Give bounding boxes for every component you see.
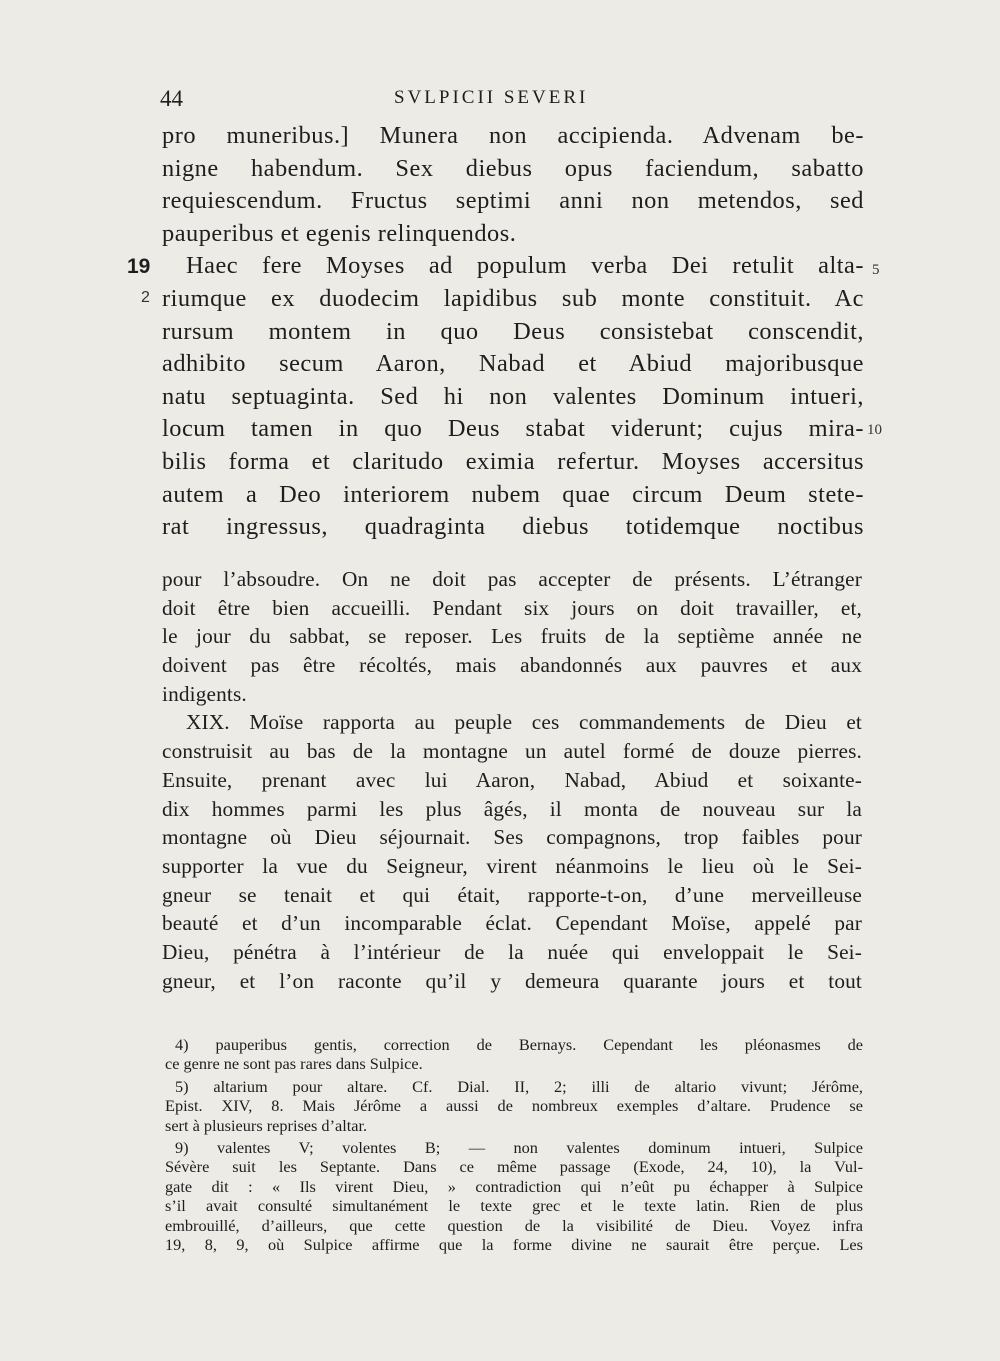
french-line: Ensuite, prenant avec lui Aaron, Nabad, Abiud et soixante- <box>162 767 862 792</box>
french-line: doivent pas être récoltés, mais abandonnés aux pauvres et aux <box>162 653 862 678</box>
footnote-line: 5) altarium pour altare. Cf. Dial. II, 2; illi de altario vivunt; Jérôme, <box>175 1076 863 1096</box>
french-line: indigents. <box>162 681 247 706</box>
french-line: construisit au bas de la montagne un autel formé de douze pierres. <box>162 739 862 764</box>
french-line: XIX. Moïse rapporta au peuple ces commandements de Dieu et <box>186 710 862 735</box>
footnotes <box>165 1035 863 1254</box>
footnote-line: sert à plusieurs reprises d’altar. <box>165 1115 368 1135</box>
footnote-line: Epist. XIV, 8. Mais Jérôme a aussi de nombreux exemples d’altare. Prudence se <box>165 1096 863 1116</box>
french-line: gneur se tenait et qui était, rapporte-t-on, d’une merveilleuse <box>162 882 862 907</box>
french-line: pour l’absoudre. On ne doit pas accepter de présents. L’étranger <box>162 567 862 591</box>
footnote-line: 19, 8, 9, où Sulpice affirme que la forme divine ne saurait être perçue. Les <box>165 1234 863 1254</box>
footnote-line: gate dit : « Ils virent Dieu, » contradiction qui n’eût pu échapper à Sulpice <box>165 1176 863 1196</box>
footnote-line: embrouillé, d’ailleurs, que cette question de la visibilité de Dieu. Voyez infra <box>165 1215 863 1235</box>
french-line: Dieu, pénétra à l’intérieur de la nuée qui enveloppait le Sei- <box>162 939 862 964</box>
footnote-line: s’il avait consulté simultanément le texte grec et le texte latin. Rien de plus <box>165 1196 863 1216</box>
page-number: 44 <box>160 86 183 111</box>
line-number-10: 10 <box>867 422 882 438</box>
footnote-line: Sévère suit les Septante. Dans ce même passage (Exode, 24, 10), la Vul- <box>165 1157 863 1177</box>
subsection-number: 2 <box>141 289 150 306</box>
french-translation <box>162 565 862 995</box>
latin-line: locum tamen in quo Deus stabat viderunt; cujus mira- <box>162 415 864 443</box>
running-title: SVLPICII SEVERI <box>394 87 589 108</box>
french-line: montagne où Dieu séjournait. Ses compagnons, trop faibles pour <box>162 825 862 850</box>
latin-line: pro muneribus.] Munera non accipienda. Advenam be- <box>162 122 864 149</box>
line-number-5: 5 <box>872 262 880 278</box>
french-line: le jour du sabbat, se reposer. Les fruits de la septième année ne <box>162 624 862 649</box>
section-number: 19 <box>127 255 151 278</box>
french-line: gneur, et l’on raconte qu’il y demeura quarante jours et tout <box>162 968 862 993</box>
latin-line: nigne habendum. Sex diebus opus faciendum, sabatto <box>162 154 864 182</box>
latin-line: rursum montem in quo Deus consistebat conscendit, <box>162 317 864 345</box>
french-line: supporter la vue du Seigneur, virent néanmoins le lieu où le Sei- <box>162 853 862 878</box>
footnote-line: 9) valentes V; volentes B; — non valentes dominum intueri, Sulpice <box>175 1137 863 1157</box>
latin-line: adhibito secum Aaron, Nabad et Abiud majoribusque <box>162 350 864 378</box>
latin-line: autem a Deo interiorem nubem quae circum Deum stete- <box>162 480 864 508</box>
latin-line: requiescendum. Fructus septimi anni non metendos, sed <box>162 187 864 215</box>
latin-line: rat ingressus, quadraginta diebus totidemque noctibus <box>162 513 864 541</box>
latin-line: Haec fere Moyses ad populum verba Dei retulit alta- <box>186 252 864 280</box>
footnote-line: ce genre ne sont pas rares dans Sulpice. <box>165 1054 423 1074</box>
latin-line: natu septuaginta. Sed hi non valentes Dominum intueri, <box>162 382 864 410</box>
latin-text <box>162 120 864 544</box>
french-line: beauté et d’un incomparable éclat. Cependant Moïse, appelé par <box>162 911 862 936</box>
footnote-line: 4) pauperibus gentis, correction de Bernays. Cependant les pléonasmes de <box>175 1035 863 1054</box>
latin-line: riumque ex duodecim lapidibus sub monte constituit. Ac <box>162 284 864 312</box>
french-line: doit être bien accueilli. Pendant six jours on doit travailler, et, <box>162 595 862 620</box>
latin-line: pauperibus et egenis relinquendos. <box>162 219 517 247</box>
latin-line: bilis forma et claritudo eximia refertur. Moyses accersitus <box>162 447 864 475</box>
french-line: dix hommes parmi les plus âgés, il monta de nouveau sur la <box>162 796 862 821</box>
